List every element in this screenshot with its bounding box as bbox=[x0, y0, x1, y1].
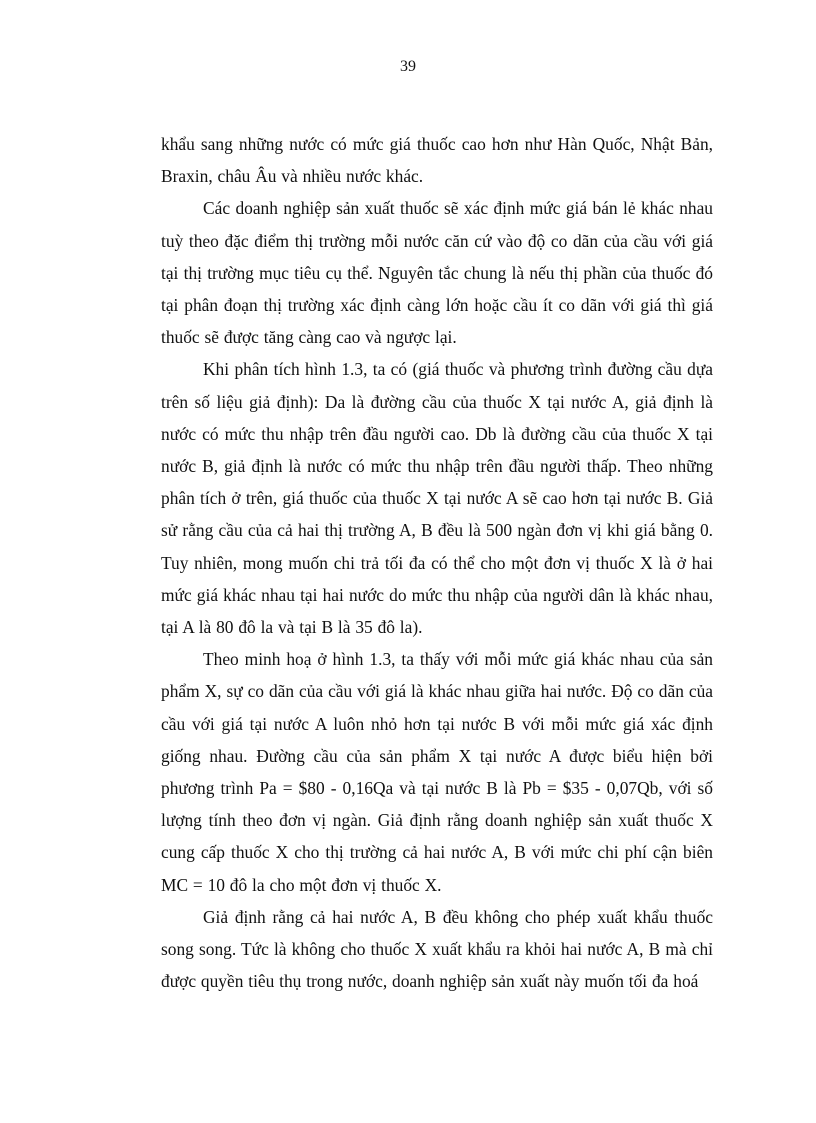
document-body bbox=[161, 128, 713, 997]
page-number: 39 bbox=[400, 58, 416, 75]
paragraph-parallel-export: Giả định rằng cả hai nước A, B đều không cho phép xuất khẩu thuốc song song. Tức là không cho thuốc X xuất khẩu ra khỏi hai nước A, B mà chỉ được quyền tiêu thụ trong nước, doanh nghiệp sản xuất này muốn tối đa hoá bbox=[161, 906, 713, 992]
paragraph-figure-analysis: Khi phân tích hình 1.3, ta có (giá thuốc và phương trình đường cầu dựa trên số liệu giả định): Da là đường cầu của thuốc X tại nước A, giả định là nước có mức thu nhập trên đầu người cao. Db là đường cầu của thuốc X tại nước B, giả định là nước có mức thu nhập trên đầu người thấp. Theo những phân tích ở trên, giá thuốc của thuốc X tại nước A sẽ cao hơn tại nước B. Giả sử rằng cầu của cả hai thị trường A, B đều là 500 ngàn đơn vị khi giá bằng 0. Tuy nhiên, mong muốn chi trả tối đa có thể cho một đơn vị thuốc X là ở hai mức giá khác nhau tại hai nước do mức thu nhập của người dân là khác nhau, tại A là 80 đô la và tại B là 35 đô la). bbox=[161, 359, 713, 638]
paragraph-pricing-strategy: Các doanh nghiệp sản xuất thuốc sẽ xác định mức giá bán lẻ khác nhau tuỳ theo đặc điểm thị trường mỗi nước căn cứ vào độ co dãn của cầu với giá tại thị trường mục tiêu cụ thể. Nguyên tắc chung là nếu thị phần của thuốc đó tại phân đoạn thị trường xác định càng lớn hoặc cầu ít co dãn với giá thì giá thuốc sẽ được tăng càng cao và ngược lại. bbox=[161, 198, 713, 348]
paragraph-continuation: khẩu sang những nước có mức giá thuốc cao hơn như Hàn Quốc, Nhật Bản, Braxin, châu Âu và nhiều nước khác. bbox=[161, 134, 713, 187]
paragraph-demand-elasticity: Theo minh hoạ ở hình 1.3, ta thấy với mỗi mức giá khác nhau của sản phẩm X, sự co dãn của cầu với giá là khác nhau giữa hai nước. Độ co dãn của cầu với giá tại nước A luôn nhỏ hơn tại nước B với mỗi mức giá xác định giống nhau. Đường cầu của sản phẩm X tại nước A được biểu hiện bởi phương trình Pa = $80 - 0,16Qa và tại nước B là Pb = $35 - 0,07Qb, với số lượng tính theo đơn vị ngàn. Giả định rằng doanh nghiệp sản xuất thuốc X cung cấp thuốc X cho thị trường cả hai nước A, B với mức chi phí cận biên MC = 10 đô la cho một đơn vị thuốc X. bbox=[161, 649, 713, 895]
